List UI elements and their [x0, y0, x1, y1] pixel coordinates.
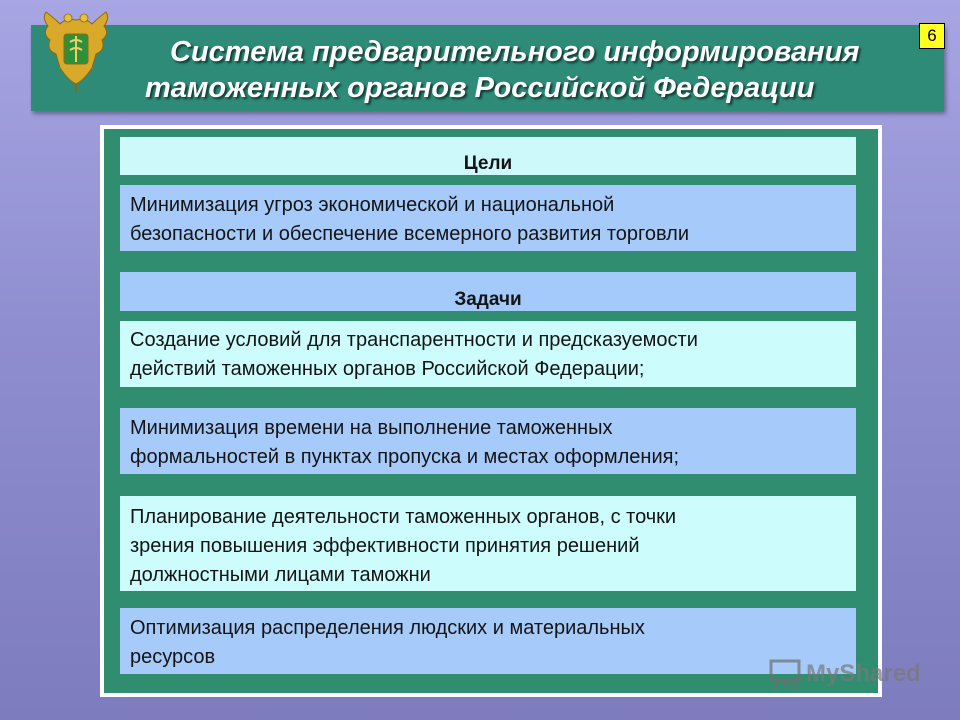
goals-heading: Цели: [120, 137, 856, 175]
presentation-board-icon: [768, 658, 802, 690]
task-item: [120, 408, 856, 474]
tasks-heading: Задачи: [120, 272, 856, 311]
task-item-line: действий таможенных органов Российской Федерации;: [130, 358, 645, 380]
task-item-line: ресурсов: [130, 646, 216, 668]
customs-emblem-icon: [40, 8, 112, 92]
slide-title-line-2: таможенных органов Российской Федерации: [145, 72, 815, 104]
slide-number-badge: 6: [919, 23, 945, 49]
task-item-line: Минимизация времени на выполнение таможенных: [130, 417, 613, 439]
goal-item-line: Минимизация угроз экономической и национальной: [130, 194, 615, 216]
slide-title-line-1: Система предварительного информирования: [170, 36, 860, 68]
task-item-line: зрения повышения эффективности принятия решений: [130, 535, 640, 557]
watermark-text: MyShared: [806, 660, 921, 687]
goal-item: [120, 185, 856, 251]
task-item-line: Создание условий для транспарентности и предсказуемости: [130, 329, 698, 351]
task-item-line: должностными лицами таможни: [130, 564, 431, 586]
task-item: [120, 608, 856, 674]
task-item-line: формальностей в пунктах пропуска и местах оформления;: [130, 446, 680, 468]
task-item: [120, 321, 856, 387]
task-item-line: Планирование деятельности таможенных органов, с точки: [130, 506, 677, 528]
task-item-line: Оптимизация распределения людских и материальных: [130, 617, 645, 639]
task-item: [120, 496, 856, 591]
goal-item-line: безопасности и обеспечение всемерного развития торговли: [130, 223, 690, 245]
